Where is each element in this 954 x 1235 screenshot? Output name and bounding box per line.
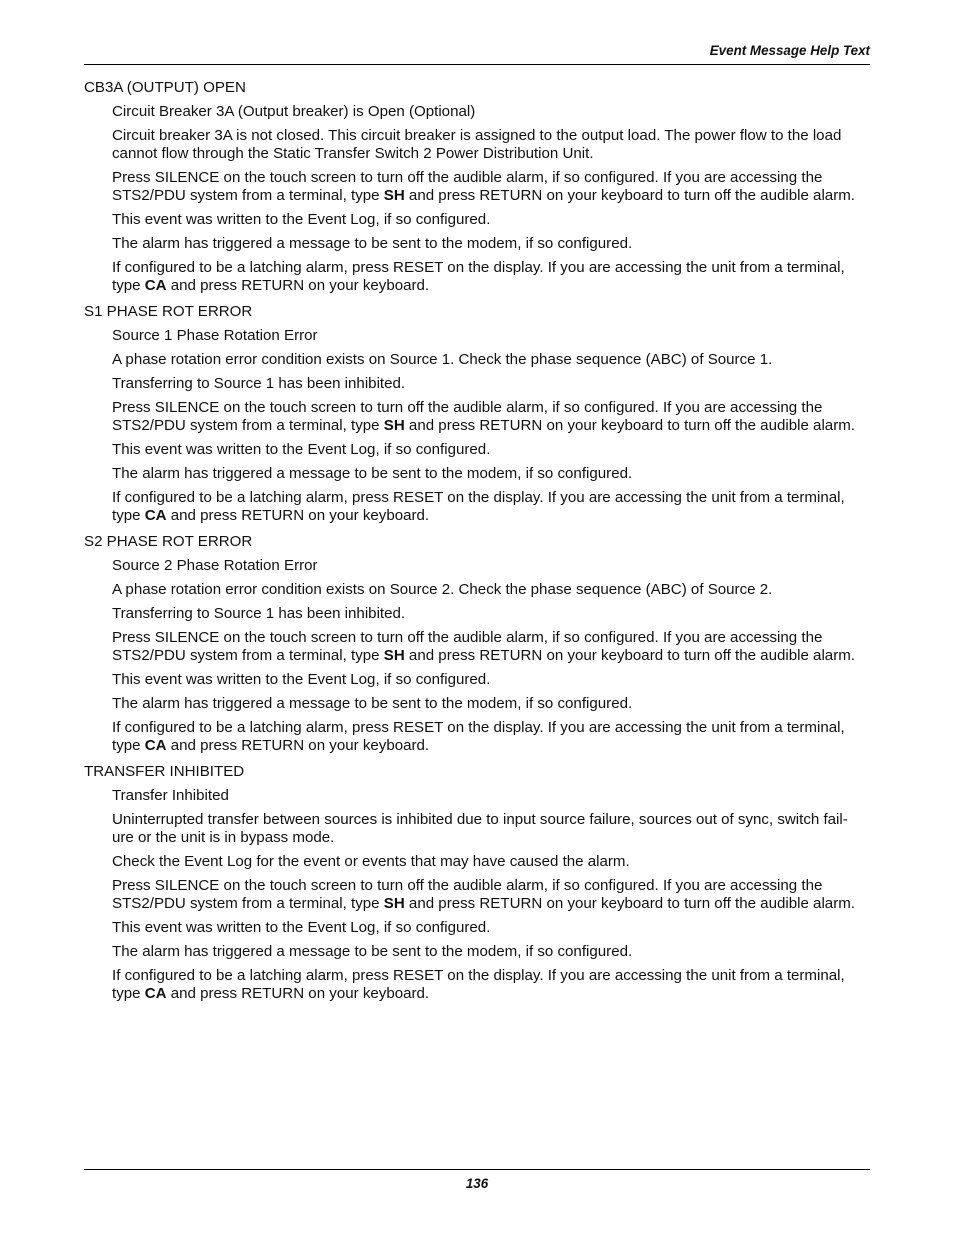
paragraph-text: Transferring to Source 1 has been inhibited. [112, 605, 406, 622]
paragraph-text: Transfer Inhibited [112, 787, 229, 804]
command-text: CA [144, 737, 167, 754]
paragraph-text: The alarm has triggered a message to be sent to the modem, if so configured. [112, 695, 633, 712]
event-paragraph [112, 351, 870, 369]
event-paragraph [112, 441, 870, 459]
paragraph-text: The alarm has triggered a message to be sent to the modem, if so configured. [112, 943, 633, 960]
event-section [84, 533, 870, 755]
paragraph-text: Transferring to Source 1 has been inhibited. [112, 375, 406, 392]
paragraph-text: Uninterrupted transfer between sources is inhibited due to input source failure, sources out of sync, switch fail- ure or the unit is in bypass mode. [112, 811, 848, 846]
event-paragraph [112, 375, 870, 393]
paragraph-text: The alarm has triggered a message to be sent to the modem, if so configured. [112, 235, 633, 252]
paragraph-text: This event was written to the Event Log, if so configured. [112, 671, 491, 688]
event-title: TRANSFER INHIBITED [84, 763, 245, 780]
event-paragraph [112, 629, 870, 665]
paragraph-text: and press RETURN on your keyboard to turn off the audible alarm. [404, 895, 855, 912]
command-text: SH [383, 895, 405, 912]
event-paragraph [112, 169, 870, 205]
paragraph-text: This event was written to the Event Log, if so configured. [112, 441, 491, 458]
paragraph-text: Circuit breaker 3A is not closed. This circuit breaker is assigned to the output load. The power flow to the load cannot flow through the Static Transfer Switch 2 Power Distribution Unit. [112, 127, 842, 162]
event-paragraph [112, 557, 870, 575]
paragraph-text: This event was written to the Event Log, if so configured. [112, 211, 491, 228]
paragraph-text: and press RETURN on your keyboard to turn off the audible alarm. [404, 187, 855, 204]
command-text: CA [144, 985, 167, 1002]
paragraph-text: This event was written to the Event Log, if so configured. [112, 919, 491, 936]
paragraph-text: Source 1 Phase Rotation Error [112, 327, 318, 344]
event-paragraph [112, 719, 870, 755]
document-body [84, 79, 870, 1011]
event-paragraph [112, 811, 870, 847]
event-paragraph [112, 211, 870, 229]
event-paragraph [112, 399, 870, 435]
paragraph-text: A phase rotation error condition exists on Source 2. Check the phase sequence (ABC) of Source 2. [112, 581, 773, 598]
running-header: Event Message Help Text [84, 42, 870, 65]
event-paragraph [112, 103, 870, 121]
paragraph-text: Check the Event Log for the event or events that may have caused the alarm. [112, 853, 630, 870]
event-paragraph [112, 671, 870, 689]
event-paragraph [112, 853, 870, 871]
paragraph-text: Press SILENCE on the touch screen to turn off the audible alarm, if so configured. If you are accessing the STS2/PDU system from a terminal, type [112, 629, 823, 664]
paragraph-text: If configured to be a latching alarm, press RESET on the display. If you are accessing the unit from a terminal, type [112, 259, 845, 294]
event-paragraph [112, 327, 870, 345]
command-text: SH [383, 187, 405, 204]
event-paragraph [112, 695, 870, 713]
event-section [84, 79, 870, 295]
paragraph-text: Press SILENCE on the touch screen to turn off the audible alarm, if so configured. If you are accessing the STS2/PDU system from a terminal, type [112, 399, 823, 434]
event-paragraph [112, 465, 870, 483]
paragraph-text: Source 2 Phase Rotation Error [112, 557, 318, 574]
command-text: SH [383, 647, 405, 664]
paragraph-text: Press SILENCE on the touch screen to turn off the audible alarm, if so configured. If you are accessing the STS2/PDU system from a terminal, type [112, 877, 823, 912]
event-section [84, 303, 870, 525]
event-section [84, 763, 870, 1003]
event-paragraph [112, 943, 870, 961]
paragraph-text: and press RETURN on your keyboard. [166, 985, 430, 1002]
event-paragraph [112, 235, 870, 253]
paragraph-text: and press RETURN on your keyboard to turn off the audible alarm. [404, 647, 855, 664]
command-text: CA [144, 507, 167, 524]
event-paragraph [112, 605, 870, 623]
paragraph-text: and press RETURN on your keyboard. [166, 737, 430, 754]
paragraph-text: Circuit Breaker 3A (Output breaker) is Open (Optional) [112, 103, 476, 120]
event-paragraph [112, 259, 870, 295]
page-number: 136 [465, 1176, 489, 1191]
event-title: CB3A (OUTPUT) OPEN [84, 79, 246, 96]
footer-rule [84, 1169, 870, 1170]
event-paragraph [112, 489, 870, 525]
event-paragraph [112, 967, 870, 1003]
event-paragraph [112, 877, 870, 913]
event-paragraph [112, 787, 870, 805]
paragraph-text: If configured to be a latching alarm, press RESET on the display. If you are accessing the unit from a terminal, type [112, 719, 845, 754]
paragraph-text: and press RETURN on your keyboard. [166, 277, 430, 294]
command-text: SH [383, 417, 405, 434]
paragraph-text: The alarm has triggered a message to be sent to the modem, if so configured. [112, 465, 633, 482]
paragraph-text: If configured to be a latching alarm, press RESET on the display. If you are accessing the unit from a terminal, type [112, 967, 845, 1002]
command-text: CA [144, 277, 167, 294]
event-paragraph [112, 127, 870, 163]
paragraph-text: If configured to be a latching alarm, press RESET on the display. If you are accessing the unit from a terminal, type [112, 489, 845, 524]
event-title: S1 PHASE ROT ERROR [84, 303, 253, 320]
paragraph-text: Press SILENCE on the touch screen to turn off the audible alarm, if so configured. If you are accessing the STS2/PDU system from a terminal, type [112, 169, 823, 204]
paragraph-text: A phase rotation error condition exists on Source 1. Check the phase sequence (ABC) of Source 1. [112, 351, 773, 368]
event-title: S2 PHASE ROT ERROR [84, 533, 253, 550]
event-paragraph [112, 581, 870, 599]
paragraph-text: and press RETURN on your keyboard. [166, 507, 430, 524]
event-paragraph [112, 919, 870, 937]
paragraph-text: and press RETURN on your keyboard to turn off the audible alarm. [404, 417, 855, 434]
